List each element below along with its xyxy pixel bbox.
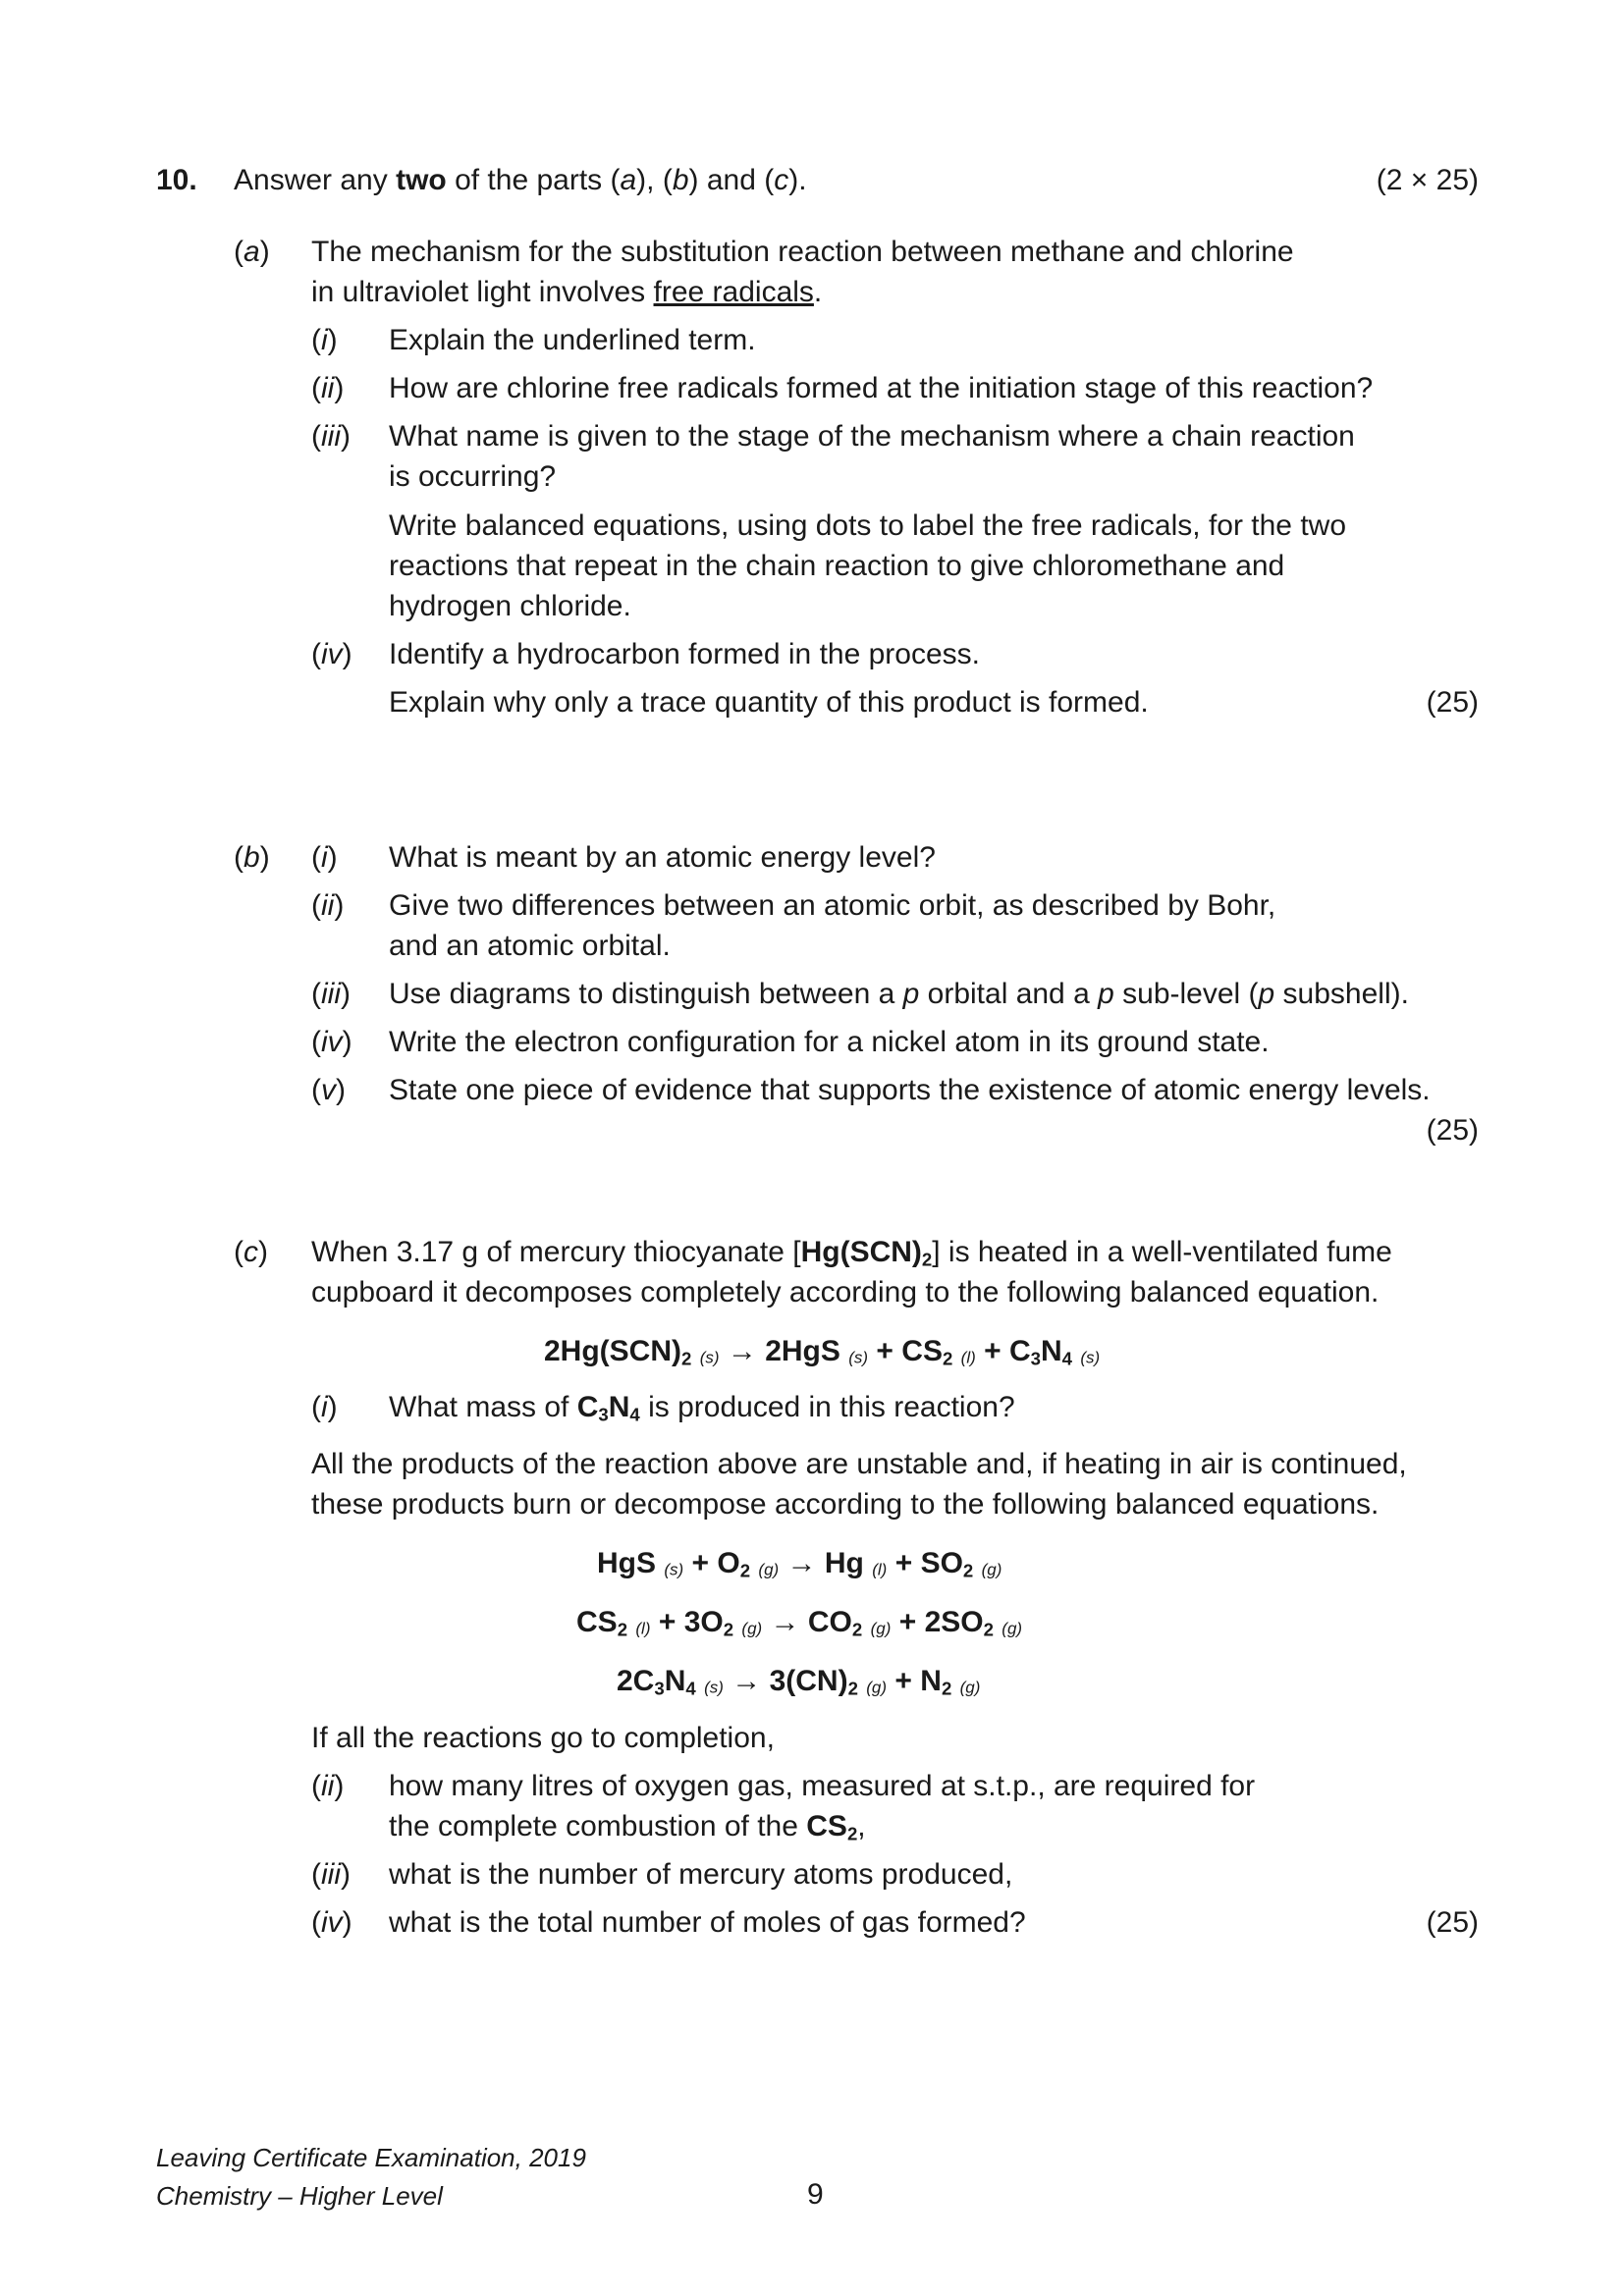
part-c-label: (c) [234,1236,268,1268]
part-a-stem-line1: The mechanism for the substitution reaction between methane and chlorine [311,236,1294,268]
underlined-term: free radicals [653,276,814,308]
part-c-ii-label: (ii) [311,1770,345,1802]
part-b-v-label: (v) [311,1074,346,1106]
part-c-i-text: What mass of $C_3N_4$ is produced in this reaction? [389,1391,1015,1425]
footer-subject: Chemistry – Higher Level [156,2181,443,2211]
part-a-ii-text: How are chlorine free radicals formed at the initiation stage of this reaction? [389,372,1374,404]
part-a-iii-line3: Write balanced equations, using dots to label the free radicals, for the two [389,509,1347,542]
part-a-iii-line4: reactions that repeat in the chain reaction to give chloromethane and [389,550,1285,582]
part-a-iii-line2: is occurring? [389,460,557,493]
part-c-i-label: (i) [311,1391,338,1423]
part-a-iii-label: (iii) [311,420,351,453]
equation-1: $2Hg(SCN)_2$ (s) → 2HgS $(s) + CS_2$ $(l) + C_3N_4$ (s) [544,1335,1101,1369]
part-a-iii-line5: hydrogen chloride. [389,590,631,622]
part-b-v-text: State one piece of evidence that supports the existence of atomic energy levels. [389,1074,1431,1106]
part-b-i-text: What is meant by an atomic energy level? [389,841,936,874]
part-c-para-line1: All the products of the reaction above are unstable and, if heating in air is continued, [311,1448,1407,1480]
equation-2: HgS $(s) + O_2$ (g) → Hg $(l) + SO_2$ (g) [597,1547,1002,1581]
part-c-stem-line1: When 3.17 g of mercury thiocyanate $[Hg(SCN)_2]$ is heated in a well-ventilated fume [311,1236,1392,1270]
part-c-marks: (25) [1426,1906,1479,1939]
equation-4: $2C_3N_4$ $(s) \to 3(CN)_2$ $(g) + N_2$ (g) [617,1665,981,1699]
part-a-iv-line2: Explain why only a trace quantity of this product is formed. [389,686,1149,719]
part-c-ii-line1: how many litres of oxygen gas, measured at s.t.p., are required for [389,1770,1256,1802]
footer-exam-title: Leaving Certificate Examination, 2019 [156,2143,586,2172]
part-c-iii-text: what is the number of mercury atoms produced, [389,1858,1013,1891]
part-b-iv-label: (iv) [311,1026,352,1058]
part-c-iii-label: (iii) [311,1858,351,1891]
part-c-completion: If all the reactions go to completion, [311,1722,775,1754]
part-c-iv-text: what is the total number of moles of gas formed? [389,1906,1026,1939]
part-a-iv-label: (iv) [311,638,352,670]
part-b-ii-line2: and an atomic orbital. [389,930,671,962]
part-c-stem-line2: cupboard it decomposes completely according to the following balanced equation. [311,1276,1380,1308]
part-b-marks: (25) [1426,1114,1479,1147]
page-number: 9 [807,2178,824,2211]
part-b-iv-text: Write the electron configuration for a nickel atom in its ground state. [389,1026,1270,1058]
part-c-ii-line2: the complete combustion of the $CS_2$, [389,1810,866,1844]
part-c-para-line2: these products burn or decompose according to the following balanced equations. [311,1488,1380,1521]
question-intro: Answer any two of the parts (a), (b) and (c). [234,164,807,196]
part-a-iii-line1: What name is given to the stage of the mechanism where a chain reaction [389,420,1355,453]
question-number: 10. [156,164,197,196]
part-b-iii-label: (iii) [311,978,351,1010]
part-a-label: (a) [234,236,270,268]
part-a-stem-line2: in ultraviolet light involves free radicals. [311,276,823,308]
part-a-i-text: Explain the underlined term. [389,324,756,356]
part-c-iv-label: (iv) [311,1906,352,1939]
part-b-i-label: (i) [311,841,338,874]
equation-3: $CS_2$ $(l) + 3O_2$ $(g) \to CO_2$ $(g) + 2SO_2$ (g) [576,1606,1023,1640]
part-b-ii-label: (ii) [311,889,345,922]
part-b-label: (b) [234,841,270,874]
part-a-i-label: (i) [311,324,338,356]
question-marks: (2 × 25) [1376,164,1479,196]
part-a-ii-label: (ii) [311,372,345,404]
part-b-iii-text: Use diagrams to distinguish between a p orbital and a p sub-level (p subshell). [389,978,1409,1010]
part-a-marks: (25) [1426,686,1479,719]
part-b-ii-line1: Give two differences between an atomic orbit, as described by Bohr, [389,889,1276,922]
part-a-iv-line1: Identify a hydrocarbon formed in the process. [389,638,980,670]
